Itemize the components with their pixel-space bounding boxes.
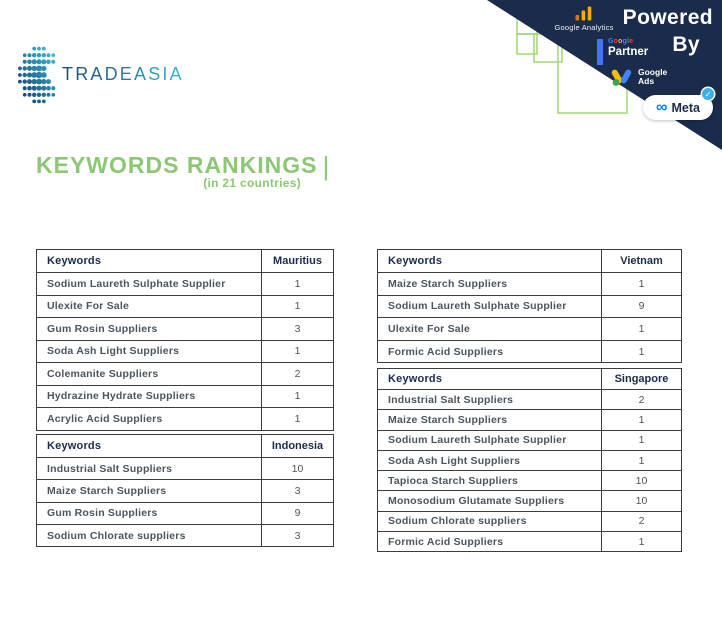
globe-icon [16,43,62,107]
table-header-row [37,250,333,272]
rank-cell: 9 [638,300,645,313]
table-row [37,385,333,408]
google-ads-line1: Google [638,66,668,77]
rank-table-singapore [377,368,682,552]
table-row [37,479,333,501]
google-analytics-badge [540,6,628,32]
table-row [378,430,681,450]
table-row [378,317,681,340]
table-row [37,524,333,546]
keyword-cell: Formic Acid Suppliers [378,532,602,551]
table-row [378,295,681,318]
table-row [378,389,681,409]
google-ads-label [638,68,667,87]
rank-cell: 10 [635,495,648,508]
rank-cell: 1 [638,434,645,447]
keyword-cell: Soda Ash Light Suppliers [378,451,602,470]
rank-cell: 3 [294,322,301,335]
keyword-cell: Industrial Salt Suppliers [37,458,262,479]
rank-cell: 1 [294,345,301,358]
table-row [37,502,333,524]
rank-cell: 2 [638,515,645,528]
col-header-keywords: Keywords [37,435,262,457]
google-analytics-label: Google Analytics [554,23,614,32]
rank-cell: 1 [638,322,645,335]
table-row [378,450,681,470]
rank-cell: 3 [294,484,301,497]
keyword-cell: Colemanite Suppliers [37,363,262,385]
meta-infinity-icon: ∞ [656,98,668,116]
powered-by-line1: Powered [622,6,713,29]
keyword-cell: Maize Starch Suppliers [378,410,602,429]
rank-table-indonesia [36,434,334,547]
rank-cell: 1 [294,412,301,425]
partner-google-word: Google [608,38,634,45]
table-row [378,340,681,363]
google-analytics-icon [575,6,593,21]
keyword-cell: Sodium Laureth Sulphate Supplier [378,296,602,318]
keyword-cell: Maize Starch Suppliers [378,273,602,295]
table-row [37,362,333,385]
powered-by-line2: By [672,33,700,56]
table-row [37,457,333,479]
table-row [378,409,681,429]
table-header-row [378,250,681,272]
rank-cell: 10 [635,474,648,487]
keyword-cell: Soda Ash Light Suppliers [37,341,262,363]
verified-check-icon: ✓ [702,88,714,100]
keyword-cell: Gum Rosin Suppliers [37,503,262,524]
col-header-country: Vietnam [620,255,663,267]
rank-table-mauritius [36,249,334,431]
rank-cell: 10 [291,462,304,475]
heading-separator: | [322,151,331,181]
google-ads-icon [611,67,633,87]
rank-table-vietnam [377,249,682,363]
meta-badge [643,95,713,120]
keyword-cell: Industrial Salt Suppliers [378,390,602,409]
google-partner-badge [597,38,648,65]
keyword-cell: Ulexite For Sale [378,318,602,340]
rank-cell: 1 [638,277,645,290]
col-header-country: Singapore [614,373,669,385]
partner-label: Partner [608,46,649,58]
rank-cell: 1 [294,300,301,313]
keyword-cell: Hydrazine Hydrate Suppliers [37,386,262,408]
rank-cell: 9 [294,507,301,520]
col-header-keywords: Keywords [378,369,602,389]
rank-cell: 2 [638,393,645,406]
keyword-cell: Sodium Laureth Sulphate Supplier [378,431,602,450]
keyword-cell: Gum Rosin Suppliers [37,318,262,340]
table-row [37,340,333,363]
rank-cell: 1 [638,345,645,358]
rank-cell: 1 [294,277,301,290]
col-header-country: Mauritius [273,255,322,267]
table-row [378,511,681,531]
col-header-keywords: Keywords [37,250,262,272]
rank-cell: 3 [294,529,301,542]
keyword-cell: Tapioca Starch Suppliers [378,471,602,490]
page-title-text: KEYWORDS RANKINGS [36,152,318,178]
google-ads-badge [611,67,667,87]
meta-label: Meta [671,100,700,115]
table-row [37,295,333,318]
table-row [378,470,681,490]
keyword-cell: Monosodium Glutamate Suppliers [378,491,602,510]
table-row [378,490,681,510]
keyword-cell: Sodium Chlorate suppliers [37,525,262,546]
keyword-cell: Formic Acid Suppliers [378,341,602,363]
keyword-cell: Ulexite For Sale [37,296,262,318]
rank-cell: 2 [294,367,301,380]
keyword-cell: Sodium Laureth Sulphate Supplier [37,273,262,295]
rank-cell: 1 [294,390,301,403]
table-header-row [378,369,681,389]
col-header-country: Indonesia [271,440,324,452]
table-row [378,531,681,551]
keyword-cell: Acrylic Acid Suppliers [37,408,262,430]
partner-bar-icon [597,39,603,65]
table-row [37,317,333,340]
col-header-keywords: Keywords [378,250,602,272]
brand-logo-text: TRADEASIA [62,64,184,84]
google-ads-line2: Ads [638,76,655,86]
table-row [37,407,333,430]
table-header-row [37,435,333,457]
keyword-cell: Sodium Chlorate suppliers [378,512,602,531]
page-subtitle: (in 21 countries) [203,176,301,190]
keyword-cell: Maize Starch Suppliers [37,480,262,501]
table-row [378,272,681,295]
table-row [37,272,333,295]
rank-cell: 1 [638,535,645,548]
rank-cell: 1 [638,413,645,426]
rank-cell: 1 [638,454,645,467]
